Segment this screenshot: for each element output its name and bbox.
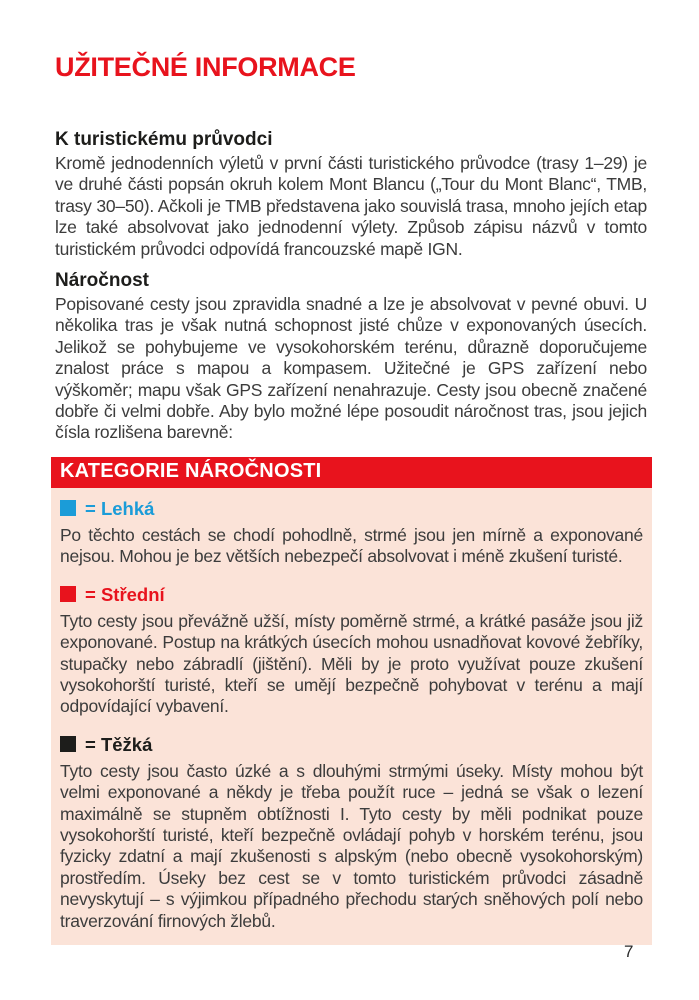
page-title: UŽITEČNÉ INFORMACE [55,52,356,82]
black-square-icon [60,736,76,752]
red-square-icon [60,586,76,602]
category-label-medium: = Střední [85,583,165,605]
category-label-hard: = Těžká [85,733,153,755]
category-heading-medium [60,584,643,605]
category-heading-easy [60,498,643,519]
blue-square-icon [60,500,76,516]
page-number: 7 [624,942,634,961]
category-description-medium: Tyto cesty jsou převážně užší, místy poměrně strmé, a krátké pasáže jsou již exponované. Postup na krátkých úsecích mohou usnadňovat kovové žebříky, stupačky nebo zábradlí (jištění). Měli by je proto využívat pouze zkušení vysokohorští turisté, kteří se umějí bezpečně pohybovat v terénu a mají odpovídající vybavení. [60,610,643,717]
section-body-difficulty: Popisované cesty jsou zpravidla snadné a lze je absolvovat v pevné obuvi. U několika tras je však nutná schopnost jisté chůze v exponovaných úsecích. Jelikož se pohybujeme ve vysokohorském terénu, důrazně doporučujeme znalost práce s mapou a kompasem. Užitečné je GPS zařízení nebo výškoměr; mapu však GPS zařízení nenahrazuje. Cesty jsou obecně značené dobře či velmi dobře. Aby bylo možné lépe posoudit náročnost tras, jsou jejich čísla rozlišena barevně: [55,294,647,443]
difficulty-banner: KATEGORIE NÁROČNOSTI [51,457,652,488]
difficulty-panel [51,488,652,945]
section-heading-difficulty: Náročnost [55,270,149,292]
section-body-guide: Kromě jednodenních výletů v první části turistického průvodce (trasy 1–29) je ve druhé části popsán okruh kolem Mont Blancu („Tour du Mont Blanc“, TMB, trasy 30–50). Ačkoli je TMB představena jako souvislá trasa, mnoho jejích etap lze také absolvovat jako jednodenní výlety. Způsob zápisu názvů v tomto turistickém průvodci odpovídá francouzské mapě IGN. [55,153,647,259]
category-description-hard: Tyto cesty jsou často úzké a s dlouhými strmými úseky. Místy mohou být velmi exponované a někdy je třeba použít ruce – jedná se však o lezení maximálně se stupněm obtížnosti I. Tyto cesty by měli podnikat pouze vysokohorští turisté, kteří bezpečně ovládají pohyb v horském terénu, jsou fyzicky zdatní a mají zkušenosti s alpským (nebo obecně vysokohorským) prostředím. Úseky bez cest se v tomto turistickém průvodci zásadně nevyskytují – s výjimkou případného přechodu starých sněhových polí nebo traverzování firnových žlebů. [60,760,643,931]
category-label-easy: = Lehká [85,497,155,519]
category-description-easy: Po těchto cestách se chodí pohodlně, strmé jsou jen mírně a exponované nejsou. Mohou je bez větších nebezpečí absolvovat i méně zkušení turisté. [60,524,643,567]
category-heading-hard [60,734,643,755]
section-heading-guide: K turistickému průvodci [55,129,273,150]
